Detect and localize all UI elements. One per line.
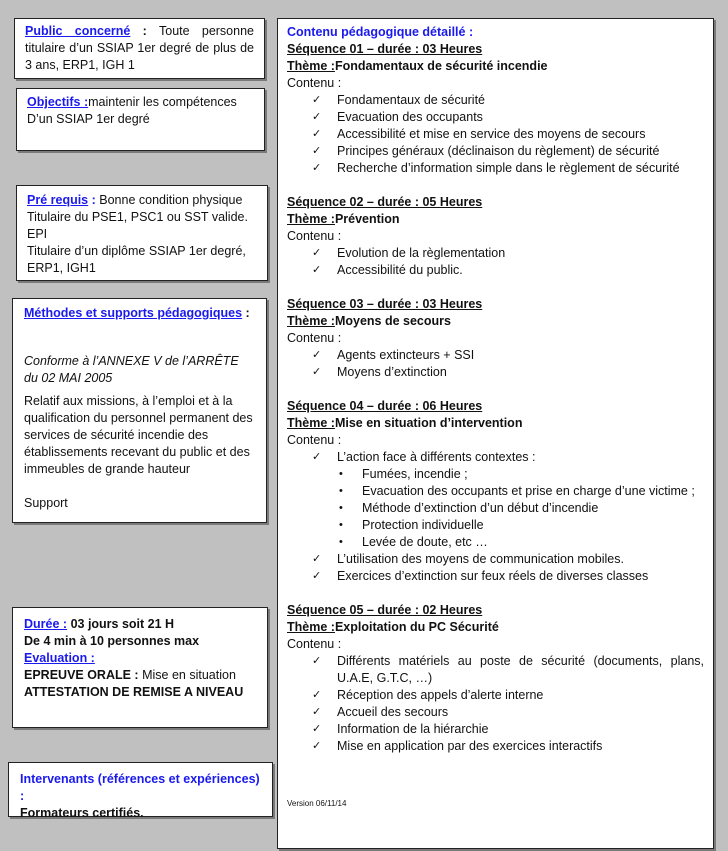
epreuve-label: EPREUVE ORALE : [24,668,139,682]
list-item: ✓ Principes généraux (déclinaison du règlement) de sécurité [312,144,660,158]
bullet-icon: • [339,502,343,514]
methodes-label: Méthodes et supports pédagogiques [24,306,243,320]
check-icon: ✓ [312,366,322,378]
list-item: ✓ Fondamentaux de sécurité [312,93,486,107]
sequence-05 [287,602,704,755]
check-icon: ✓ [312,145,322,157]
list-item: ✓ Réception des appels d’alerte interne [312,688,544,702]
public-box [14,18,265,79]
participants: De 4 min à 10 personnes max [24,634,200,648]
list-item: ✓ L’utilisation des moyens de communication mobiles. [312,552,624,566]
list-item: ✓ Accessibilité du public. [312,263,463,277]
bullet-icon: • [339,468,343,480]
list-item: ✓ Information de la hiérarchie [312,722,489,736]
check-icon: ✓ [312,655,322,667]
prerequis-sep: : [88,193,100,207]
sequence-03 [287,296,704,381]
prerequis-label: Pré requis [27,193,89,207]
theme-value: Prévention [334,212,400,226]
intervenants-value: Formateurs certifiés. [20,806,144,820]
public-sep: : [130,24,160,38]
bullet-icon: • [339,519,343,531]
duree-label: Durée : [24,617,68,631]
contenu-label: Contenu : [287,331,342,345]
contenu-label: Contenu : [287,229,342,243]
sequence-header: Séquence 04 – durée : 06 Heures [287,399,483,413]
check-icon: ✓ [312,111,322,123]
list-item: ✓ Recherche d’information simple dans le règlement de sécurité [312,161,680,175]
list-item: ✓ Différents matériels au poste de sécurité (documents, plans, U.A.E, G.T.C, …) [312,654,704,685]
check-icon: ✓ [312,451,322,463]
list-item: ✓ Accueil des secours [312,705,449,719]
public-text: Toute personne titulaire d’un SSIAP 1er degré de plus de 3 ans, ERP1, IGH 1 [25,24,254,72]
bullet-icon: • [339,485,343,497]
methodes-relatif: Relatif aux missions, à l’emploi et à la qualification du personnel permanent des services de sécurité incendie des établissements recevant du public et des immeubles de grande hauteur [24,394,253,476]
theme-value: Fondamentaux de sécurité incendie [334,59,548,73]
duree-box [12,607,268,728]
sub-list-item: • Fumées, incendie ; [339,467,468,481]
check-icon: ✓ [312,162,322,174]
sequence-01 [287,41,704,177]
check-icon: ✓ [312,264,322,276]
methodes-sep: : [242,306,250,320]
check-icon: ✓ [312,723,322,735]
sub-list-item: • Méthode d’extinction d’un début d’incendie [339,501,599,515]
list-item: ✓ Mise en application par des exercices interactifs [312,739,603,753]
sub-list-item: • Protection individuelle [339,518,484,532]
epreuve-value: Mise en situation [142,668,236,682]
intervenants-label: Intervenants (références et expériences) : [20,772,260,803]
list-item: ✓ Evacuation des occupants [312,110,483,124]
list-item: ✓ Agents extincteurs + SSI [312,348,475,362]
intervenants-box [8,762,273,820]
sub-list-item: • Levée de doute, etc … [339,535,488,549]
theme-label: Thème : [287,416,335,430]
sequence-header: Séquence 02 – durée : 05 Heures [287,195,483,209]
theme-value: Exploitation du PC Sécurité [334,620,499,634]
check-icon: ✓ [312,349,322,361]
list-item: ✓ Exercices d’extinction sur feux réels de diverses classes [312,569,649,583]
check-icon: ✓ [312,247,322,259]
list-item: ✓ Accessibilité et mise en service des moyens de secours [312,127,646,141]
sub-list-item: • Evacuation des occupants et prise en charge d’une victime ; [339,484,695,498]
contenu-title: Contenu pédagogique détaillé : [287,25,474,39]
objectifs-box [16,88,265,151]
check-icon: ✓ [312,570,322,582]
evaluation-label: Evaluation : [24,651,95,665]
version-label: Version 06/11/14 [287,799,347,808]
bullet-icon: • [339,536,343,548]
check-icon: ✓ [312,740,322,752]
contenu-label: Contenu : [287,76,342,90]
objectifs-line2: D’un SSIAP 1er degré [27,112,150,126]
contenu-box [277,18,714,849]
attestation: ATTESTATION DE REMISE A NIVEAU [24,685,244,699]
check-icon: ✓ [312,706,322,718]
theme-label: Thème : [287,59,335,73]
methodes-support: Support [24,496,68,510]
duree-value: 03 jours soit 21 H [70,617,175,631]
theme-value: Mise en situation d’intervention [334,416,523,430]
theme-label: Thème : [287,314,335,328]
contenu-label: Contenu : [287,433,342,447]
sequence-header: Séquence 05 – durée : 02 Heures [287,603,483,617]
list-item: ✓ Moyens d’extinction [312,365,447,379]
objectifs-line1: maintenir les compétences [88,95,237,109]
contenu-label: Contenu : [287,637,342,651]
sequence-header: Séquence 03 – durée : 03 Heures [287,297,483,311]
prerequis-line1: Bonne condition physique [99,193,243,207]
objectifs-label: Objectifs : [27,95,89,109]
check-icon: ✓ [312,553,322,565]
check-icon: ✓ [312,94,322,106]
check-icon: ✓ [312,128,322,140]
theme-value: Moyens de secours [334,314,451,328]
prerequis-line: Titulaire du PSE1, PSC1 ou SST valide. [27,210,248,224]
sequence-header: Séquence 01 – durée : 03 Heures [287,42,483,56]
public-label: Public concerné [25,24,131,38]
methodes-conforme: Conforme à l’ANNEXE V de l’ARRÊTE du 02 MAI 2005 [24,354,239,385]
sequence-02 [287,194,704,279]
prerequis-box [16,185,268,281]
prerequis-line: Titulaire d’un diplôme SSIAP 1er degré, ERP1, IGH1 [27,244,246,275]
theme-label: Thème : [287,620,335,634]
prerequis-line: EPI [27,227,48,241]
methodes-box [12,298,267,523]
list-item: ✓ L’action face à différents contextes : • Fumées, incendie ; • Evacuation des occupants et prise en charge d’une victime ; • Méthode d’extinction d’un début d’incendie • Protection individuelle • Levée de doute, etc … [312,449,704,551]
theme-label: Thème : [287,212,335,226]
sequence-04 [287,398,704,585]
list-item: ✓ Evolution de la règlementation [312,246,506,260]
check-icon: ✓ [312,689,322,701]
